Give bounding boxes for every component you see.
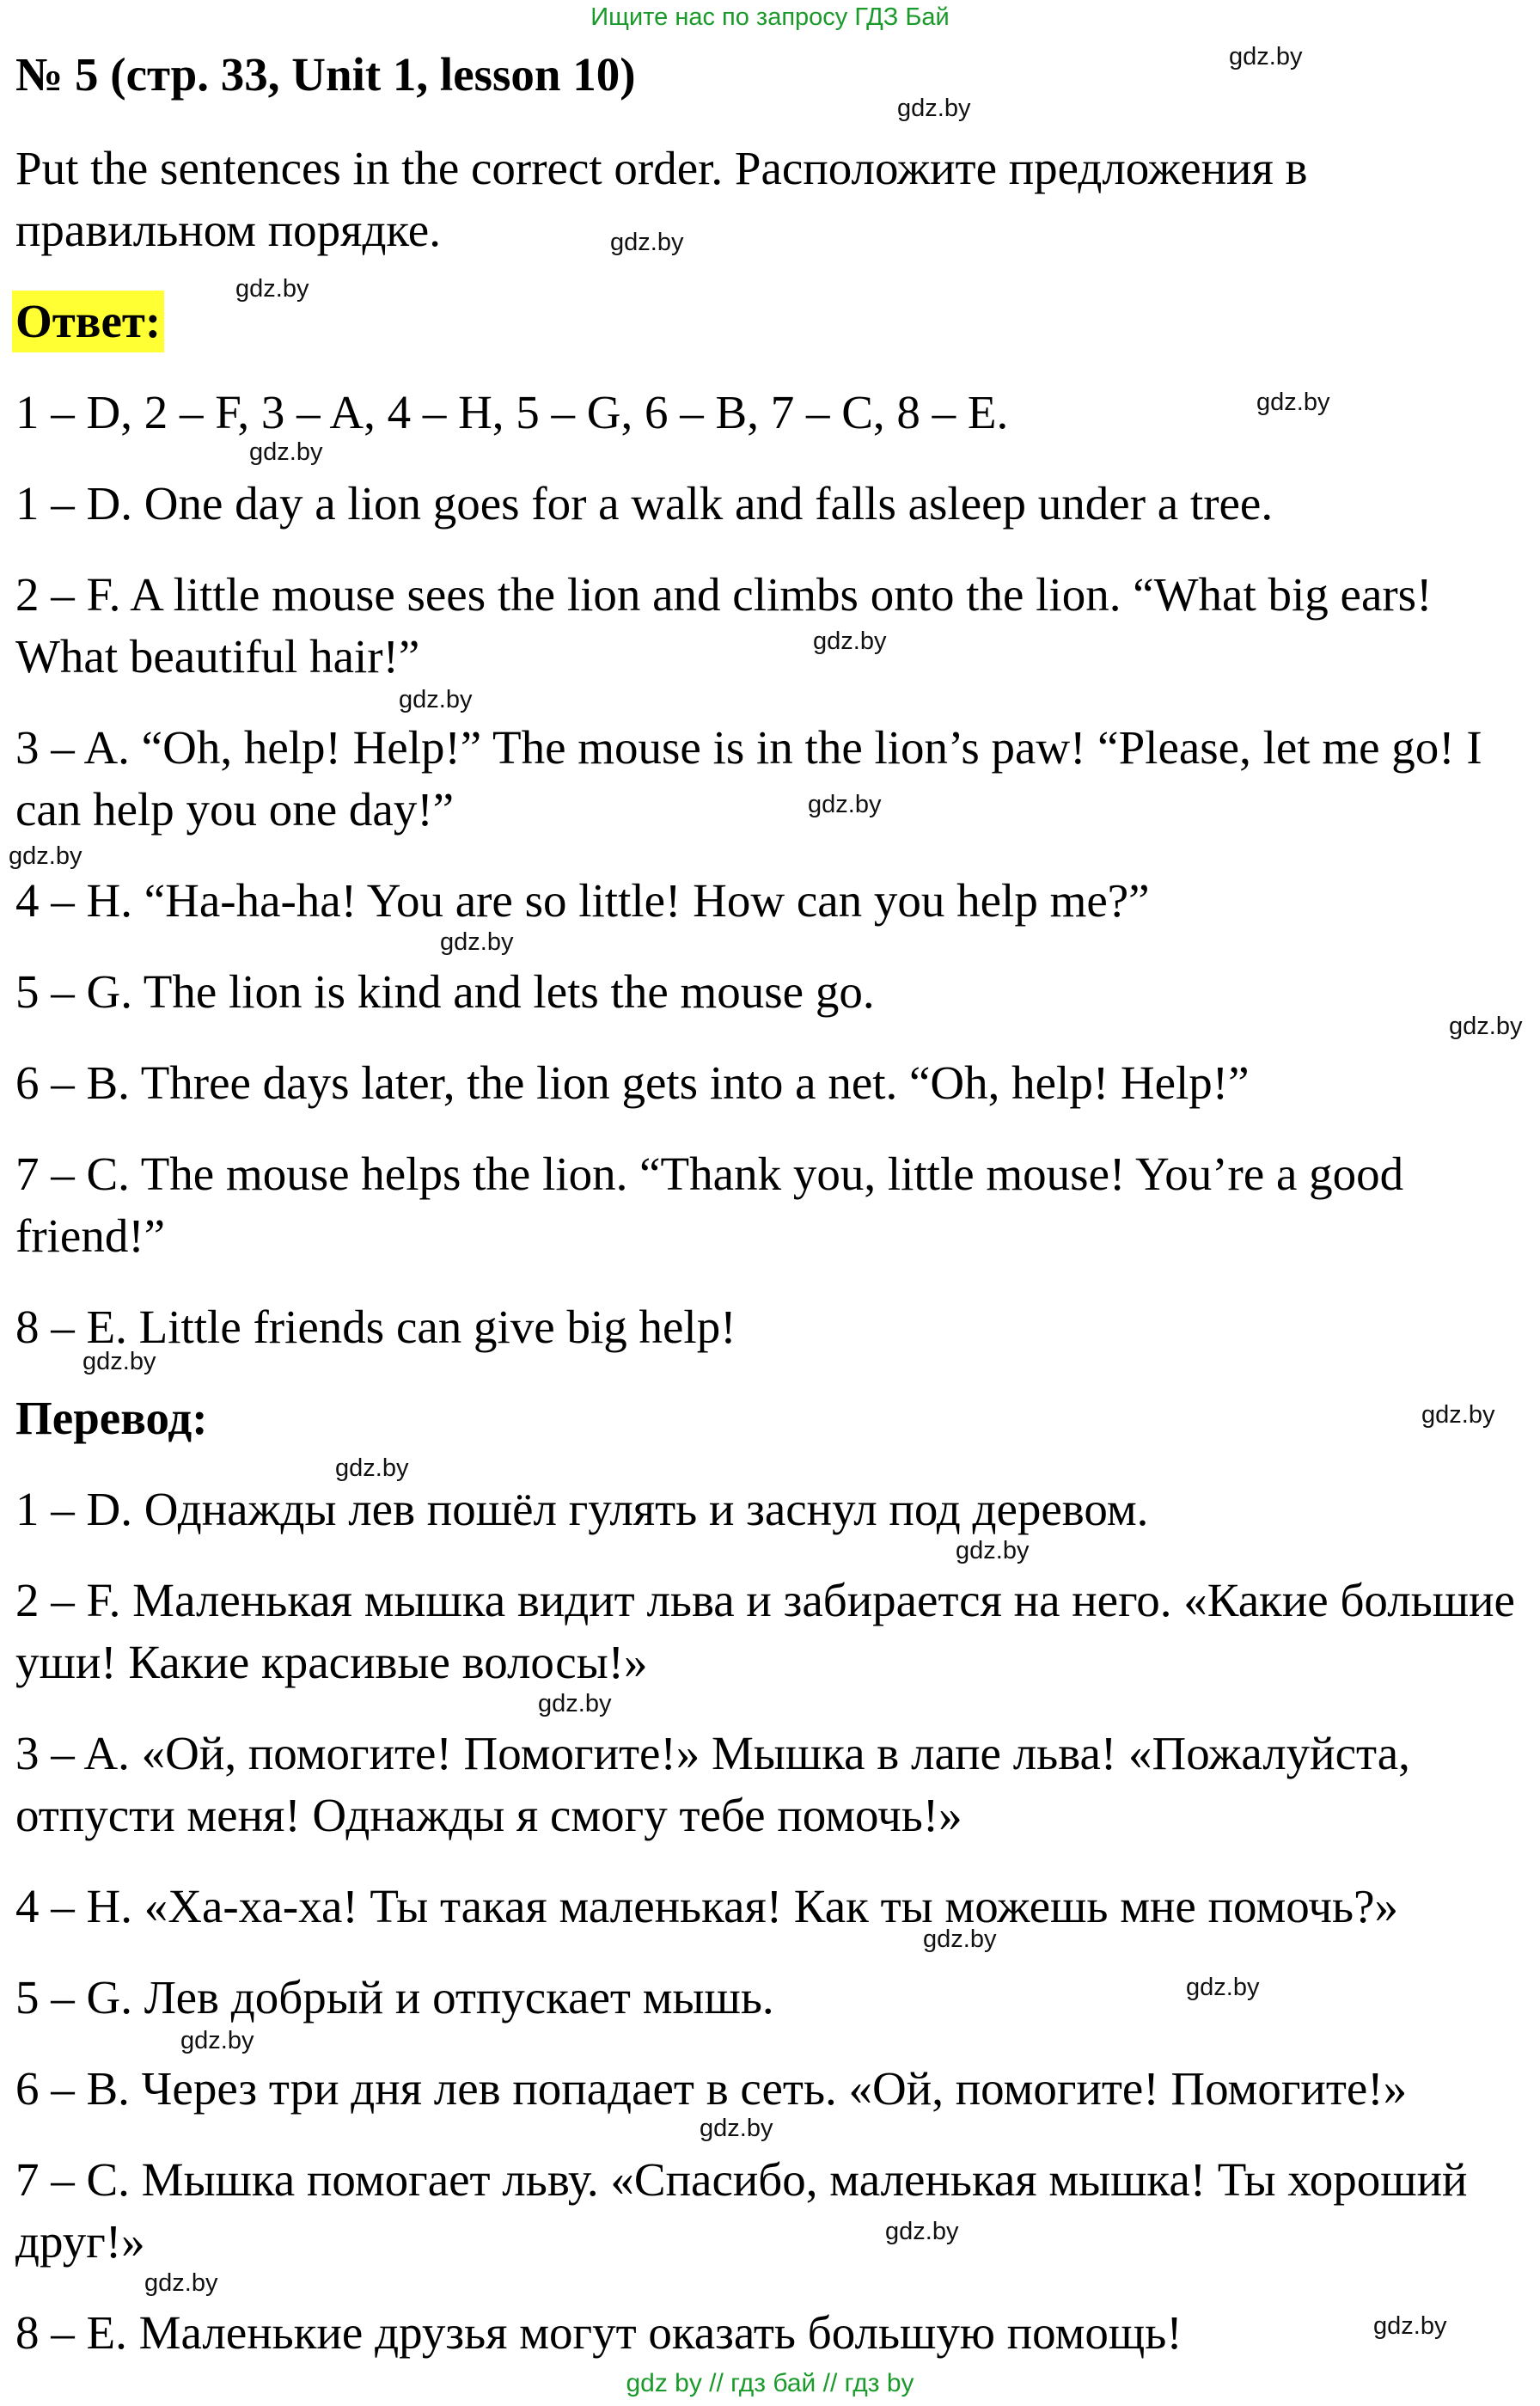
watermark: gdz.by bbox=[335, 1454, 409, 1482]
story-line-5: 5 – G. The lion is kind and lets the mouse go. bbox=[15, 965, 875, 1018]
translation-heading: Перевод: bbox=[15, 1392, 208, 1444]
task-instruction: Put the sentences in the correct order. Расположите предложения в правильном порядке. bbox=[15, 142, 1308, 256]
watermark: gdz.by bbox=[897, 95, 971, 122]
watermark: gdz.by bbox=[440, 928, 514, 956]
translation-line-7: 7 – C. Мышка помогает льву. «Спасибо, маленькая мышка! Ты хороший друг!» bbox=[15, 2153, 1468, 2268]
watermark: gdz.by bbox=[180, 2027, 254, 2054]
translation-line-2: 2 – F. Маленькая мышка видит льва и забирается на него. «Какие большие уши! Какие красивые волосы!» bbox=[15, 1574, 1515, 1688]
translation-line-8: 8 – E. Маленькие друзья могут оказать большую помощь! bbox=[15, 2306, 1182, 2359]
translation-line-3: 3 – A. «Ой, помогите! Помогите!» Мышка в лапе льва! «Пожалуйста, отпусти меня! Однажды я смогу тебе помочь!» bbox=[15, 1727, 1410, 1841]
story-line-3: 3 – A. “Oh, help! Help!” The mouse is in the lion’s paw! “Please, let me go! I can help you one day!” bbox=[15, 721, 1482, 836]
translation-line-4: 4 – H. «Ха-ха-ха! Ты такая маленькая! Как ты можешь мне помочь?» bbox=[15, 1880, 1399, 1932]
watermark: gdz.by bbox=[923, 1925, 997, 1953]
top-banner[interactable]: Ищите нас по запросу ГДЗ Бай bbox=[590, 3, 950, 31]
watermark: gdz.by bbox=[249, 438, 323, 466]
watermark: gdz.by bbox=[144, 2269, 218, 2297]
watermark: gdz.by bbox=[235, 275, 309, 303]
watermark: gdz.by bbox=[399, 686, 473, 713]
watermark: gdz.by bbox=[1229, 43, 1303, 70]
story-line-4: 4 – H. “Ha-ha-ha! You are so little! How can you help me?” bbox=[15, 874, 1150, 927]
story-line-1: 1 – D. One day a lion goes for a walk and falls asleep under a tree. bbox=[15, 477, 1274, 530]
watermark: gdz.by bbox=[1421, 1401, 1495, 1429]
story-line-7: 7 – C. The mouse helps the lion. “Thank you, little mouse! You’re a good friend!” bbox=[15, 1148, 1404, 1262]
watermark: gdz.by bbox=[885, 2218, 959, 2245]
watermark: gdz.by bbox=[1373, 2312, 1447, 2340]
story-line-6: 6 – B. Three days later, the lion gets into a net. “Oh, help! Help!” bbox=[15, 1056, 1250, 1109]
watermark: gdz.by bbox=[813, 628, 887, 655]
translation-line-1: 1 – D. Однажды лев пошёл гулять и заснул под деревом. bbox=[15, 1483, 1149, 1535]
watermark: gdz.by bbox=[538, 1690, 612, 1717]
translation-line-5: 5 – G. Лев добрый и отпускает мышь. bbox=[15, 1971, 774, 2023]
answer-key: 1 – D, 2 – F, 3 – A, 4 – H, 5 – G, 6 – B, 7 – C, 8 – E. bbox=[15, 386, 1009, 438]
watermark: gdz.by bbox=[808, 791, 882, 818]
footer-links[interactable]: gdz by // гдз бай // гдз by bbox=[626, 2369, 914, 2397]
story-line-2: 2 – F. A little mouse sees the lion and climbs onto the lion. “What big ears! What beautiful hair!” bbox=[15, 568, 1433, 683]
watermark: gdz.by bbox=[1449, 1013, 1523, 1040]
translation-line-6: 6 – B. Через три дня лев попадает в сеть. «Ой, помогите! Помогите!» bbox=[15, 2062, 1408, 2115]
watermark: gdz.by bbox=[700, 2115, 773, 2142]
story-line-8: 8 – E. Little friends can give big help! bbox=[15, 1301, 736, 1353]
watermark: gdz.by bbox=[956, 1537, 1030, 1564]
watermark: gdz.by bbox=[610, 229, 684, 256]
watermark: gdz.by bbox=[82, 1348, 156, 1375]
watermark: gdz.by bbox=[1256, 389, 1330, 416]
answer-heading: Ответ: bbox=[12, 291, 164, 352]
exercise-title: № 5 (стр. 33, Unit 1, lesson 10) bbox=[15, 48, 636, 101]
watermark: gdz.by bbox=[9, 842, 82, 870]
watermark: gdz.by bbox=[1186, 1974, 1260, 2001]
